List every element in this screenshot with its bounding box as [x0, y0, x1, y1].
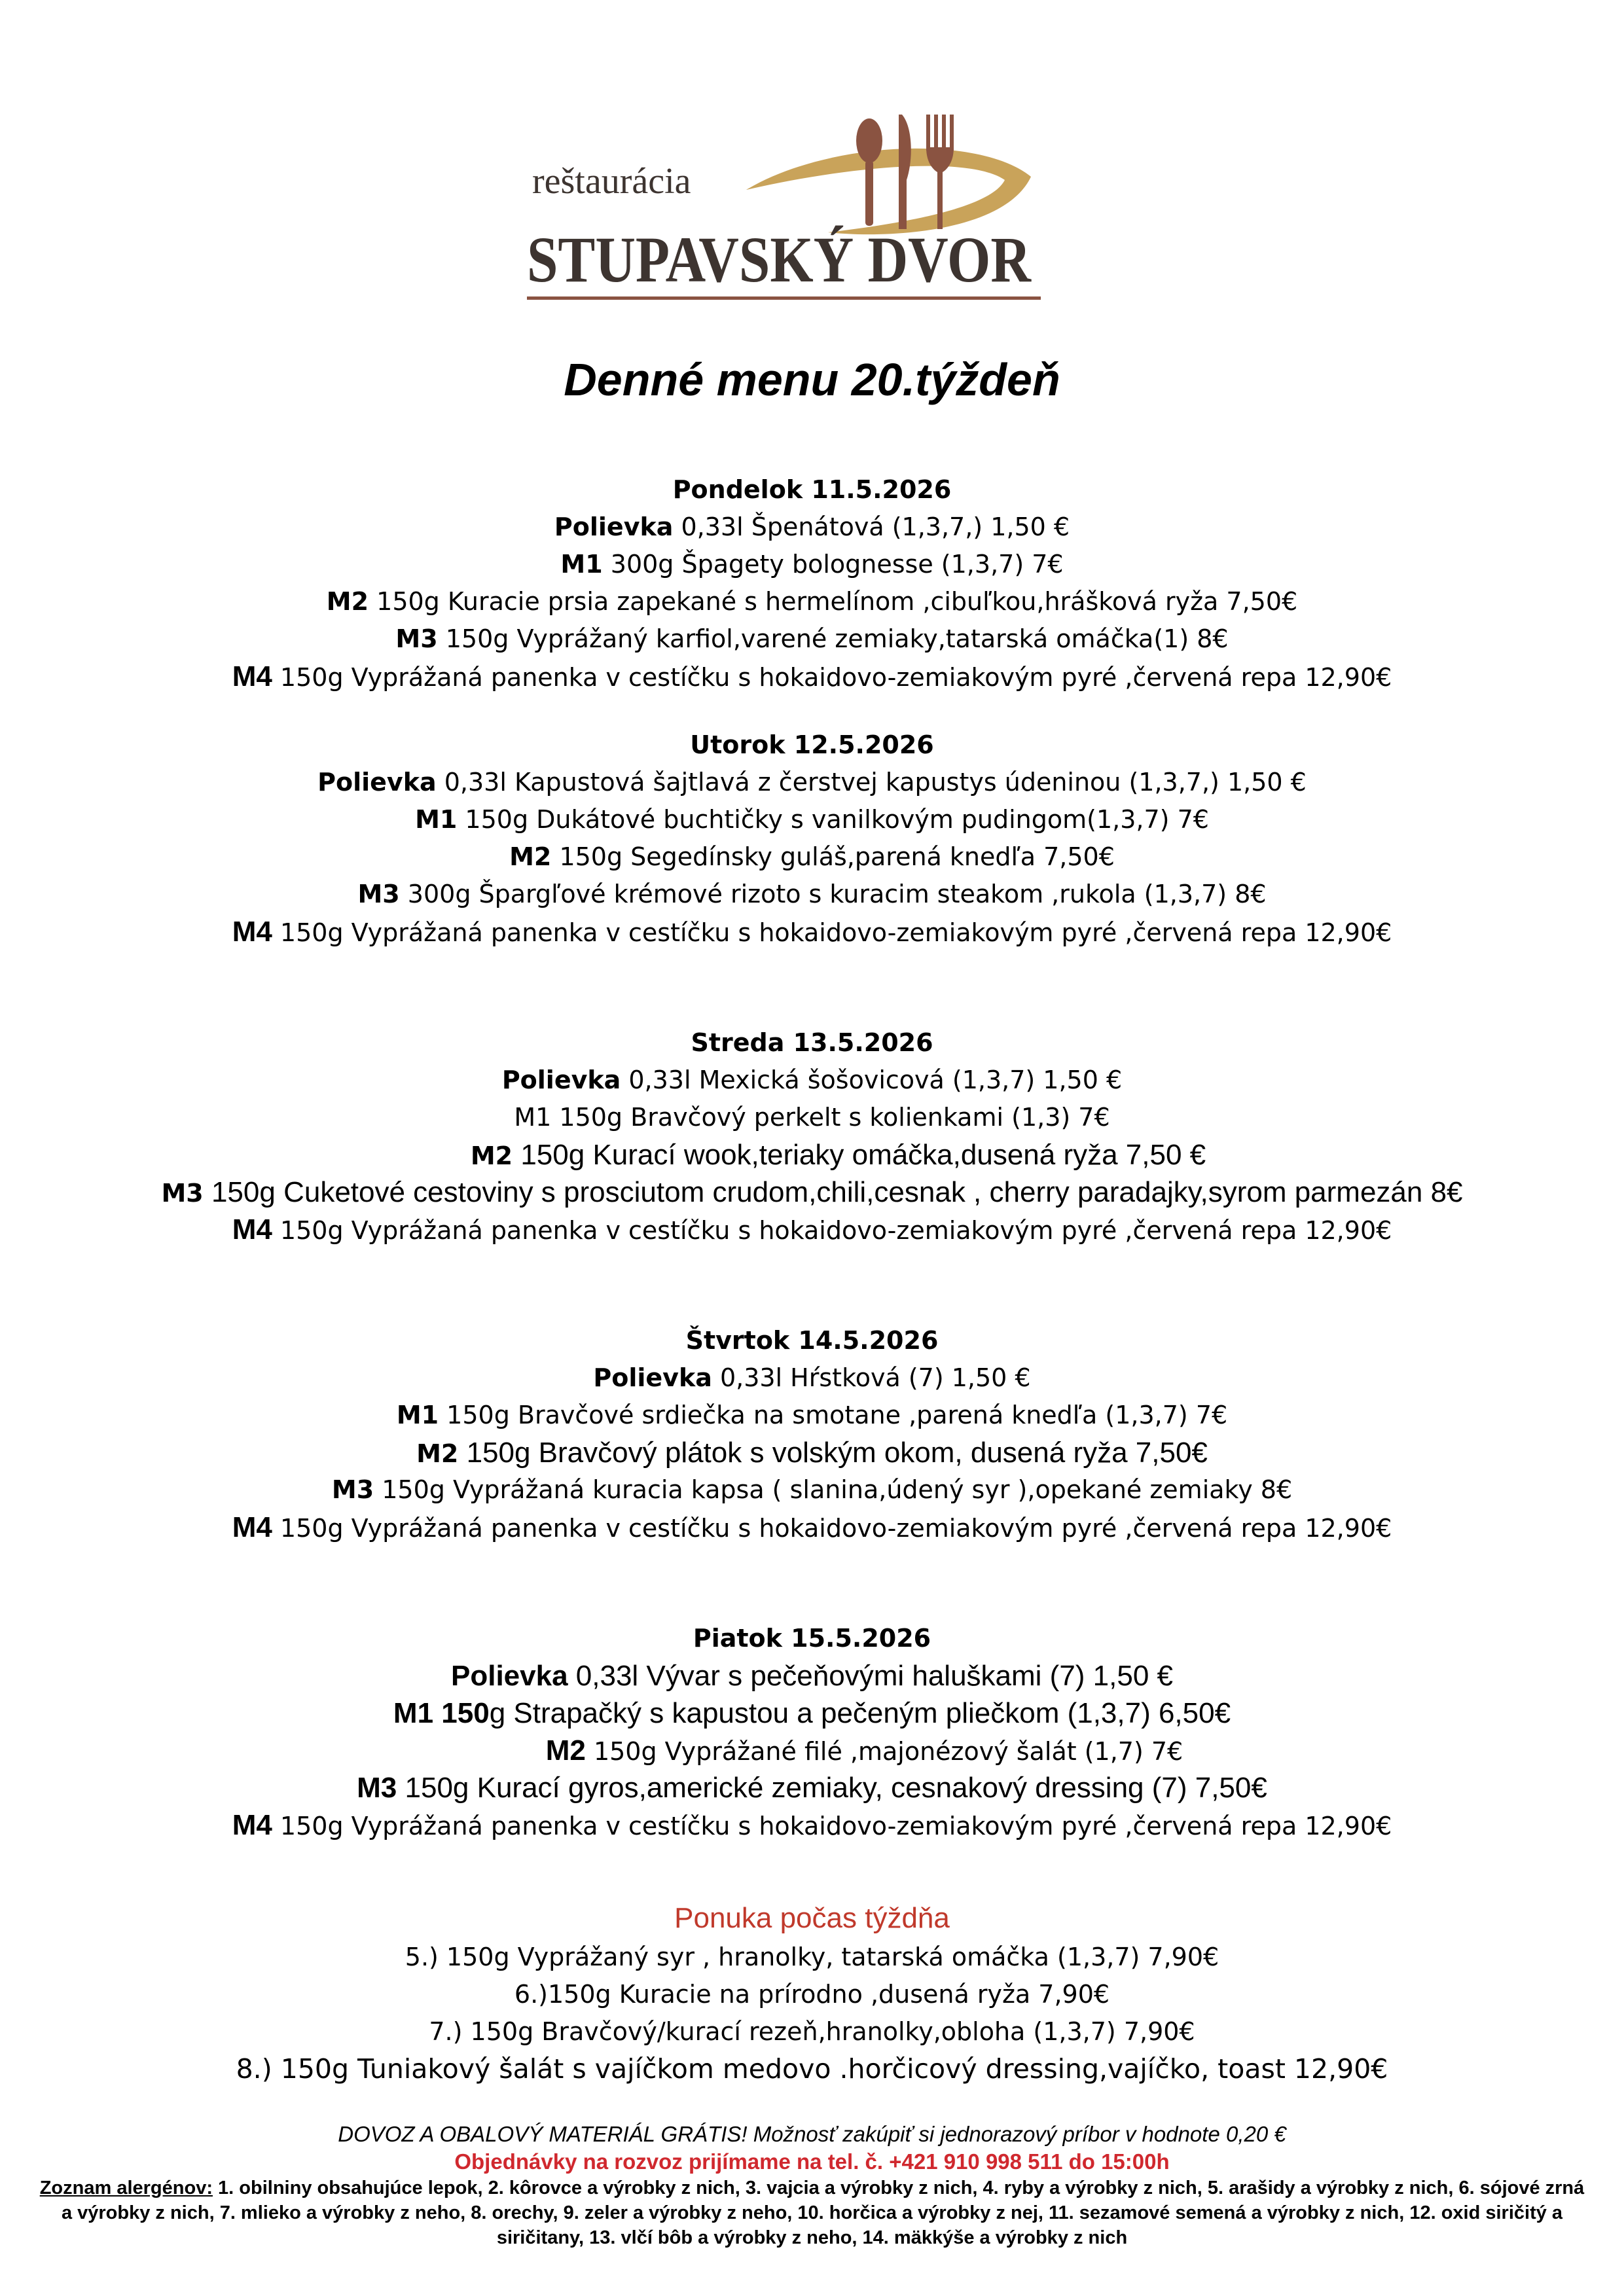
menu-text: 150g Bravčový plátok s volským okom, dusená ryža 7,50€: [458, 1437, 1208, 1469]
menu-text: 150g Vyprážaná panenka v cestíčku s hokaidovo-zemiakovým pyré ,červená repa 12,90€: [272, 1812, 1392, 1840]
delivery-note: DOVOZ A OBALOVÝ MATERIÁL GRÁTIS! Možnosť zakúpiť si jednorazový príbor v hodnote 0,20 €: [338, 2122, 1286, 2146]
menu-label: M2: [545, 1734, 586, 1767]
menu-label: M2: [470, 1141, 513, 1170]
weekly-item: 5.) 150g Vyprážaný syr , hranolky, tatarská omáčka (1,3,7) 7,90€: [405, 1943, 1219, 1971]
weekly-offer-title: Ponuka počas týždňa: [674, 1902, 950, 1934]
menu-text: 150g Kuracie prsia zapekané s hermelínom ,cibuľkou,hrášková ryža 7,50€: [369, 587, 1298, 616]
knife-icon: [899, 115, 911, 229]
menu-line: [0, 1732, 1624, 1769]
day-monday: [0, 471, 1624, 695]
day-heading: Streda 13.5.2026: [691, 1028, 933, 1057]
menu-text: 150g Vyprážaná panenka v cestíčku s hokaidovo-zemiakovým pyré ,červená repa 12,90€: [272, 1216, 1392, 1245]
menu-line: [0, 1769, 1624, 1806]
menu-text: 150g Kurací gyros,americké zemiaky, cesnakový dressing (7) 7,50€: [397, 1772, 1267, 1804]
menu-text: 0,33l Kapustová šajtlavá z čerstvej kapustys údeninou (1,3,7,) 1,50 €: [436, 768, 1307, 797]
allergen-text: 1. obilniny obsahujúce lepok, 2. kôrovce a výrobky z nich, 3. vajcia a výrobky z nich, 4. ryby a výrobky z nich, 5. arašidy a výrobky z nich, 6. sójové zrná a výrobky z nich, 7. mlieko a výrobky z neho, 8. orechy, 9. zeler a výrobky z neho, 10. horčica a výrobky z nej, 11. sezamové semená a výrobky z nich, 12. oxid siričitý a siričitany, 13. vlčí bôb a výrobky z neho, 14. mäkkýše a výrobky z nich: [61, 2178, 1585, 2248]
menu-line: [0, 1211, 1624, 1248]
menu-label: M4: [232, 1511, 272, 1543]
menu-line: [0, 1434, 1624, 1471]
logo-underline: [527, 296, 1041, 300]
menu-label: M4: [232, 916, 272, 948]
logo-main-text: STUPAVSKÝ DVOR: [527, 223, 1032, 296]
day-wednesday: [0, 1024, 1624, 1248]
menu-text: 150g Kurací wook,teriaky omáčka,dusená ryža 7,50 €: [513, 1139, 1206, 1171]
menu-line: [0, 1174, 1624, 1211]
menu-label: M1: [560, 550, 603, 579]
day-heading: Utorok 12.5.2026: [690, 730, 934, 759]
menu-line: [0, 1657, 1624, 1695]
page-title: Denné menu 20.týždeň: [564, 354, 1060, 405]
menu-text: 0,33l Vývar s pečeňovými haluškami (7) 1,50 €: [568, 1660, 1173, 1692]
menu-line: [0, 546, 1624, 583]
menu-label: M1 150: [393, 1697, 490, 1729]
menu-text: 150g Vyprážaná panenka v cestíčku s hokaidovo-zemiakovým pyré ,červená repa 12,90€: [272, 918, 1392, 947]
menu-text: 150g Dukátové buchtičky s vanilkovým pudingom(1,3,7) 7€: [457, 805, 1209, 834]
menu-text: 300g Špagety bolognesse (1,3,7) 7€: [602, 550, 1064, 579]
day-thursday: [0, 1322, 1624, 1546]
day-heading: Pondelok 11.5.2026: [672, 475, 952, 504]
menu-label: M3: [357, 880, 400, 908]
menu-label: M1: [396, 1401, 439, 1429]
menu-label: M4: [232, 660, 272, 692]
day-heading: Piatok 15.5.2026: [693, 1624, 931, 1653]
menu-line: [0, 764, 1624, 801]
weekly-item: 7.) 150g Bravčový/kurací rezeň,hranolky,obloha (1,3,7) 7,90€: [429, 2017, 1195, 2046]
menu-label: M1: [415, 805, 458, 834]
menu-line: [0, 1509, 1624, 1546]
allergen-label: Zoznam alergénov:: [39, 2178, 213, 2198]
menu-label: Polievka: [554, 512, 674, 541]
menu-text: 150g Cuketové cestoviny s prosciutom crudom,chili,cesnak , cherry paradajky,syrom parmezán 8€: [203, 1176, 1463, 1208]
menu-line: [0, 658, 1624, 695]
menu-label: M4: [232, 1213, 272, 1246]
menu-label: M3: [395, 624, 438, 653]
menu-text: 150g Vyprážaná panenka v cestíčku s hokaidovo-zemiakovým pyré ,červená repa 12,90€: [272, 1514, 1392, 1543]
day-friday: [0, 1620, 1624, 1844]
menu-text: 300g Špargľové krémové rizoto s kuracim steakom ,rukola (1,3,7) 8€: [399, 880, 1267, 908]
menu-label: Polievka: [593, 1363, 712, 1392]
weekly-offer: [0, 1898, 1624, 2088]
menu-line: [0, 509, 1624, 546]
menu-line: [0, 1471, 1624, 1509]
menu-line: [0, 1136, 1624, 1174]
swoosh-decoration: [746, 149, 1031, 234]
menu-label: M3: [331, 1475, 374, 1504]
menu-label: M4: [232, 1809, 272, 1841]
menu-text: 150g Segedínsky guláš,parená knedľa 7,50€: [551, 842, 1115, 871]
menu-text: 0,33l Mexická šošovicová (1,3,7) 1,50 €: [621, 1066, 1123, 1094]
orders-phone-note: Objednávky na rozvoz prijímame na tel. č. +421 910 998 511 do 15:00h: [454, 2149, 1170, 2174]
menu-label: M2: [509, 842, 552, 871]
day-heading: Štvrtok 14.5.2026: [685, 1326, 939, 1355]
menu-line: [0, 1806, 1624, 1844]
menu-label: Polievka: [451, 1660, 568, 1692]
menu-label: Polievka: [501, 1066, 621, 1094]
menu-label: M3: [357, 1772, 397, 1804]
menu-label: M2: [326, 587, 369, 616]
menu-label: M2: [416, 1439, 459, 1468]
menu-text: 150g Vyprážaná kuracia kapsa ( slanina,údený syr ),opekané zemiaky 8€: [374, 1475, 1293, 1504]
menu-line: [0, 1695, 1624, 1732]
menu-line: [0, 1397, 1624, 1434]
menu-label: M3: [161, 1179, 204, 1208]
menu-text: 150g Vyprážaná panenka v cestíčku s hokaidovo-zemiakovým pyré ,červená repa 12,90€: [272, 663, 1392, 692]
menu-line: [0, 1062, 1624, 1099]
logo-top-text: reštaurácia: [532, 161, 691, 202]
allergen-list: [40, 2176, 1585, 2250]
menu-text: 150g Vyprážaný karfiol,varené zemiaky,tatarská omáčka(1) 8€: [437, 624, 1229, 653]
menu-text: 150g Bravčové srdiečka na smotane ,parená knedľa (1,3,7) 7€: [439, 1401, 1228, 1429]
menu-line: [0, 838, 1624, 876]
menu-line: [0, 1359, 1624, 1397]
menu-text: 150g Vyprážané filé ,majonézový šalát (1,7) 7€: [585, 1737, 1183, 1766]
menu-text: 0,33l Špenátová (1,3,7,) 1,50 €: [673, 512, 1070, 541]
menu-line: [0, 876, 1624, 913]
weekly-item: 8.) 150g Tuniakový šalát s vajíčkom medovo .horčicový dressing,vajíčko, toast 12,90€: [236, 2053, 1388, 2085]
menu-line: [0, 620, 1624, 658]
menu-line: [0, 583, 1624, 620]
menu-line: [0, 801, 1624, 838]
menu-label: Polievka: [317, 768, 437, 797]
menu-text: M1 150g Bravčový perkelt s kolienkami (1,3) 7€: [514, 1103, 1110, 1132]
restaurant-logo: [520, 101, 1057, 304]
menu-line: [0, 913, 1624, 950]
menu-text: 0,33l Hŕstková (7) 1,50 €: [712, 1363, 1031, 1392]
menu-text: g Strapačký s kapustou a pečeným pliečkom (1,3,7) 6,50€: [489, 1697, 1231, 1729]
menu-line: [0, 1099, 1624, 1136]
weekly-item: 6.)150g Kuracie na prírodno ,dusená ryža 7,90€: [514, 1980, 1110, 2009]
spoon-icon: [856, 118, 882, 226]
footer: [0, 2121, 1624, 2250]
day-tuesday: [0, 726, 1624, 950]
